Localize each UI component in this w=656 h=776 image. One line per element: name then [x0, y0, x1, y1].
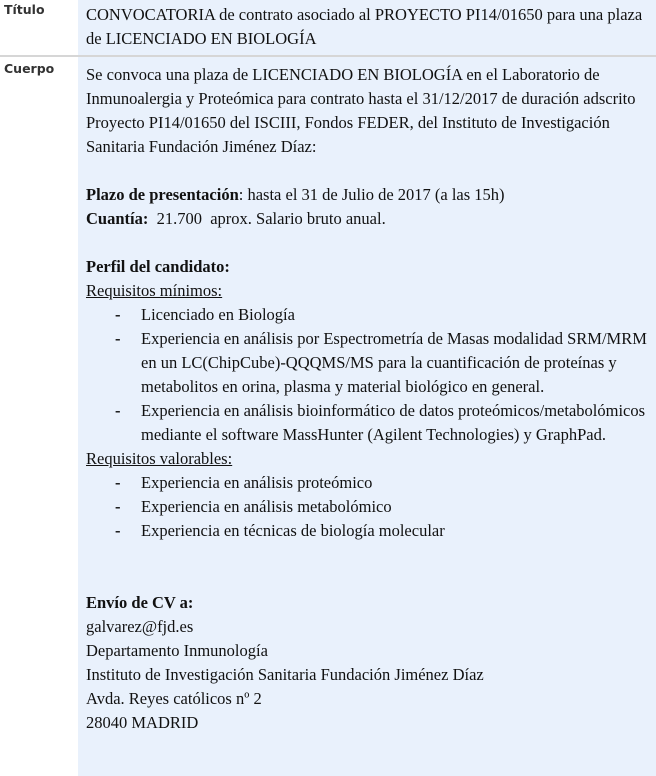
send-cv-heading-text: Envío de CV a: [86, 593, 194, 612]
body-value [78, 57, 656, 776]
body-label: Cuerpo [0, 57, 78, 776]
spacer [86, 159, 650, 183]
valued-requirements-list [86, 471, 650, 543]
min-requirements-list [86, 303, 650, 447]
contact-email[interactable]: galvarez@fjd.es [86, 617, 194, 636]
list-item: - Experiencia en técnicas de biología molecular [141, 519, 650, 543]
spacer [86, 543, 650, 591]
profile-heading [86, 255, 650, 279]
send-cv-heading [86, 591, 650, 615]
deadline-label: Plazo de presentación [86, 185, 239, 204]
contact-city: 28040 MADRID [86, 713, 199, 732]
salary-label: Cuantía: [86, 209, 149, 228]
list-item: - Licenciado en Biología [141, 303, 650, 327]
spacer [86, 231, 650, 255]
salary-line [86, 207, 650, 231]
title-value: CONVOCATORIA de contrato asociado al PROYECTO PI14/01650 para una plaza de LICENCIADO EN BIOLOGÍA [78, 0, 656, 55]
list-item: - Experiencia en análisis metabolómico [141, 495, 650, 519]
contact-institute: Instituto de Investigación Sanitaria Fundación Jiménez Díaz [86, 665, 484, 684]
profile-heading-text: Perfil del candidato: [86, 257, 230, 276]
deadline-value: : hasta el 31 de Julio de 2017 (a las 15h) [238, 185, 505, 204]
list-item: - Experiencia en análisis por Espectrometría de Masas modalidad SRM/MRM en un LC(ChipCube)-QQQMS/MS para la cuantificación de proteínas y metabolitos en orina, plasma y material biológico en general. [141, 327, 650, 399]
salary-value: 21.700 aprox. Salario bruto anual. [148, 209, 386, 228]
intro-paragraph: Se convoca una plaza de LICENCIADO EN BIOLOGÍA en el Laboratorio de Inmunoalergia y Proteómica para contrato hasta el 31/12/2017 de duración adscrito Proyecto PI14/01650 del ISCIII, Fondos FEDER, del Instituto de Investigación Sanitaria Fundación Jiménez Díaz: [86, 65, 636, 156]
list-item: - Experiencia en análisis bioinformático de datos proteómicos/metabolómicos mediante el software MassHunter (Agilent Technologies) y GraphPad. [141, 399, 650, 447]
contact-department: Departamento Inmunología [86, 641, 268, 660]
valued-requirements-heading: Requisitos valorables: [86, 449, 233, 468]
title-label: Título [0, 0, 78, 55]
contact-address: Avda. Reyes católicos nº 2 [86, 689, 262, 708]
body-row [0, 57, 656, 776]
min-requirements-heading: Requisitos mínimos: [86, 281, 223, 300]
list-item: - Experiencia en análisis proteómico [141, 471, 650, 495]
deadline-line [86, 183, 650, 207]
title-row [0, 0, 656, 55]
